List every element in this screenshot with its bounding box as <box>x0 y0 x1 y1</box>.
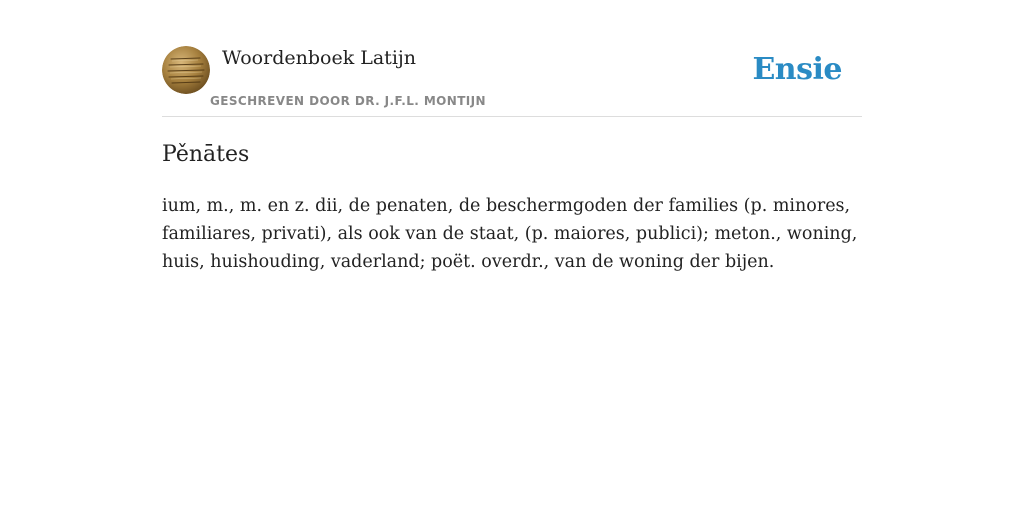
author-byline: GESCHREVEN DOOR DR. J.F.L. MONTIJN <box>210 94 486 108</box>
ancient-coin-inscription-icon <box>162 46 210 94</box>
ensie-logo-link[interactable]: Ensie <box>752 52 842 87</box>
page-header <box>162 46 862 117</box>
entry-definition: ium, m., m. en z. dii, de penaten, de beschermgoden der families (p. minores, familiares, privati), als ook van de staat, (p. maiores, publici); meton., woning, huis, huishouding, vaderland; poët. overdr., van de woning der bijen. <box>162 196 858 272</box>
site-title-link[interactable]: Woordenboek Latijn <box>222 47 417 69</box>
entry-title: Pěnātes <box>162 142 250 167</box>
avatar[interactable] <box>162 46 210 94</box>
